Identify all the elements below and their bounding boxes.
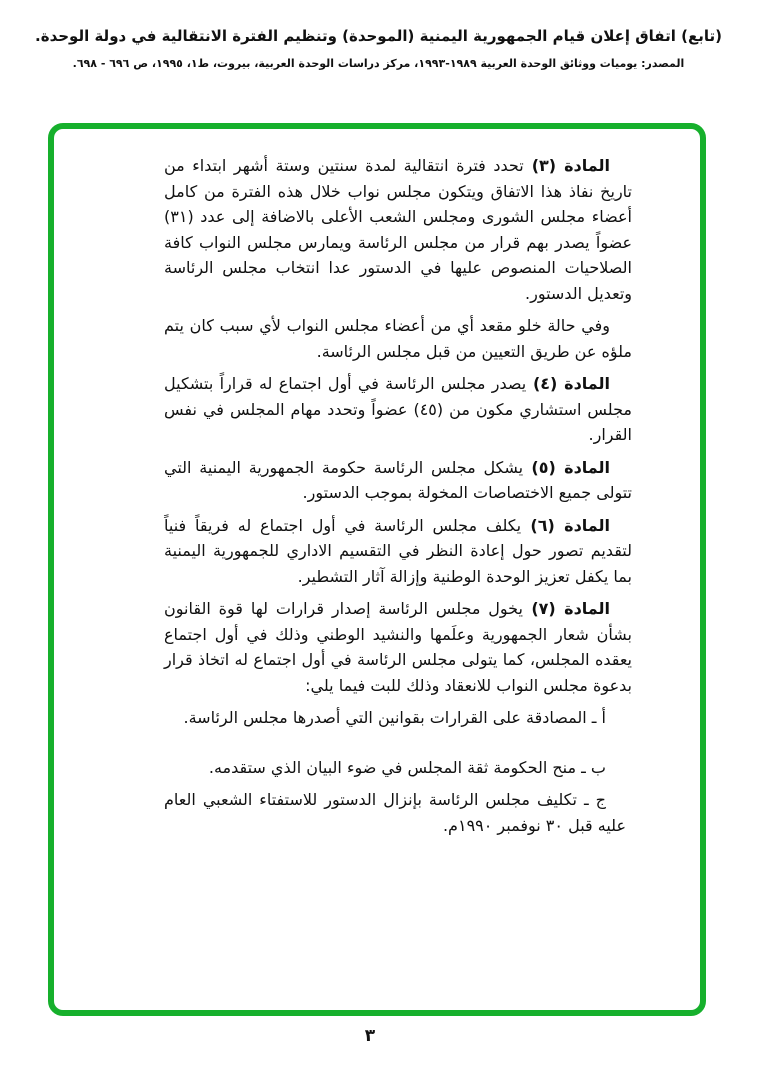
document-page — [0, 26, 757, 1073]
article-label: المادة (٧) — [522, 599, 610, 618]
paragraph: ج ـ تكليف مجلس الرئاسة بإنزال الدستور للاستفتاء الشعبي العام عليه قبل ٣٠ نوفمبر ١٩٩٠م. — [164, 790, 626, 835]
article-label: المادة (٦) — [521, 515, 611, 535]
document-body — [164, 153, 632, 845]
article-paragraph: المادة (٧) يخول مجلس الرئاسة إصدار قرارات لها قوة القانون بشأن شعار الجمهورية وعلَمها والنشيد الوطني وذلك في أول اجتماع يعقده المجلس، كما يتولى مجلس الرئاسة في أول اجتماع له اتخاذ قرار بدعوة مجلس النواب للانعقاد وذلك للبت فيما يلي: — [164, 599, 632, 695]
article-paragraph: المادة (٣) تحدد فترة انتقالية لمدة سنتين وستة أشهر ابتداء من تاريخ نفاذ هذا الاتفاق ويتكون مجلس نواب خلال هذه الفترة من كامل أعضاء مجلس الشورى ومجلس الشعب الأعلى بالاضافة إلى عدد (٣١) عضواً يصدر بهم قرار من مجلس الرئاسة ويمارس مجلس النواب كافة الصلاحيات المنصوص عليها في الدستور عدا انتخاب مجلس الرئاسة وتعديل الدستور. — [164, 156, 632, 303]
article-paragraph: المادة (٥) يشكل مجلس الرئاسة حكومة الجمهورية اليمنية التي تتولى جميع الاختصاصات المخولة بموجب الدستور. — [164, 457, 632, 502]
page-number: ٣ — [364, 1026, 376, 1046]
green-border-frame — [48, 123, 706, 1016]
paragraph: ب ـ منح الحكومة ثقة المجلس في ضوء البيان الذي ستقدمه. — [208, 757, 606, 777]
article-label: المادة (٥) — [523, 457, 611, 477]
article-label: المادة (٤) — [526, 374, 610, 393]
document-source-citation: المصدر: يوميات ووثائق الوحدة العربية ١٩٨٩-١٩٩٣، مركز دراسات الوحدة العربية، بيروت، ط١، ١٩٩٥، ص ٦٩٦ - ٦٩٨. — [72, 57, 685, 71]
page-header — [0, 26, 757, 70]
document-title: (تابع) اتفاق إعلان قيام الجمهورية اليمنية (الموحدة) وتنظيم الفترة الانتقالية في دولة الوحدة. — [35, 27, 722, 45]
paragraph: أ ـ المصادقة على القرارات بقوانين التي أصدرها مجلس الرئاسة. — [183, 708, 606, 727]
article-paragraph: المادة (٤) يصدر مجلس الرئاسة في أول اجتماع له قراراً بتشكيل مجلس استشاري مكون من (٤٥) عضواً وتحدد مهام المجلس في نفس القرار. — [164, 374, 633, 444]
paragraph: وفي حالة خلو مقعد أي من أعضاء مجلس النواب لأي سبب كان يتم ملؤه عن طريق التعيين من قبل مجلس الرئاسة. — [164, 316, 632, 361]
article-paragraph: المادة (٦) يكلف مجلس الرئاسة في أول اجتماع له فريقاً فنياً لتقديم تصور حول إعادة النظر في التقسيم الاداري للجمهورية اليمنية بما يكفل تعزيز الوحدة الوطنية وإزالة آثار التشطير. — [164, 515, 632, 586]
article-label: المادة (٣) — [523, 156, 610, 175]
